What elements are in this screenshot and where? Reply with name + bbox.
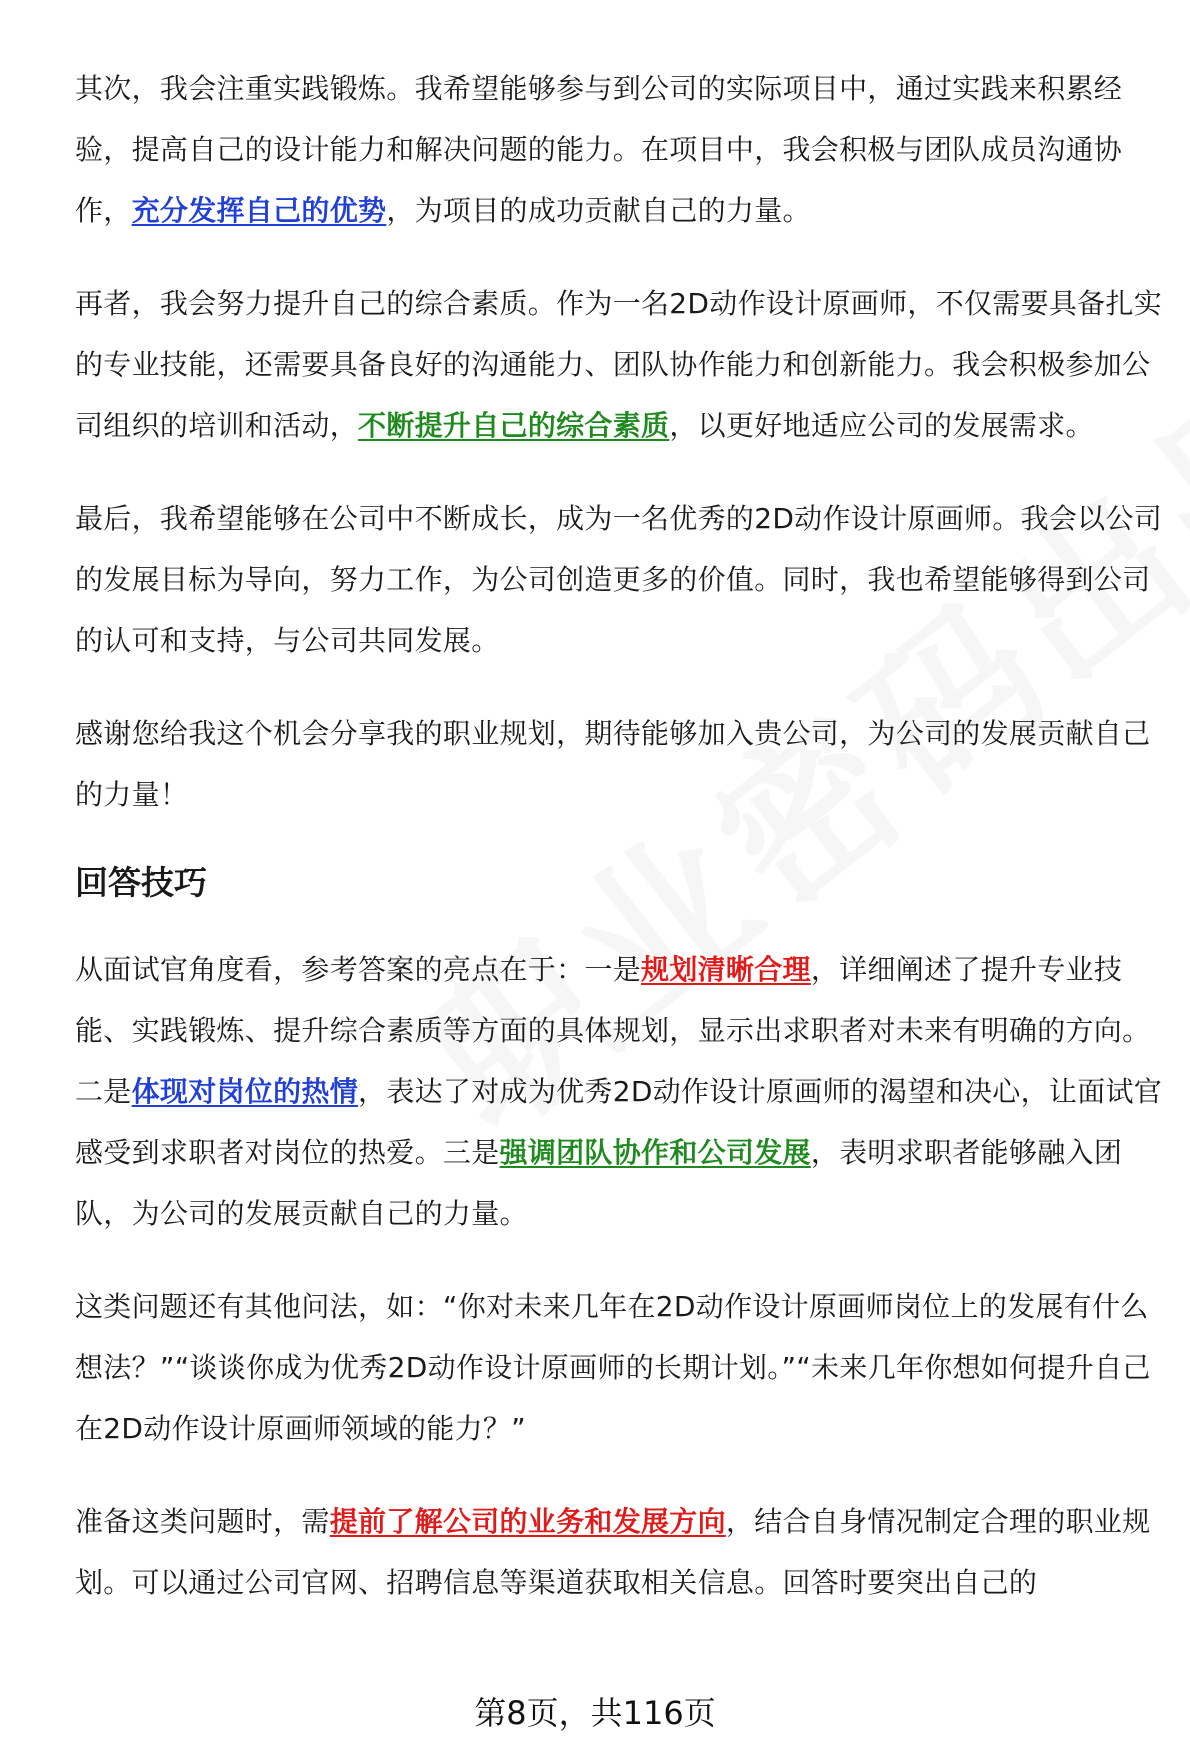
highlight-clear-plan: 规划清晰合理 bbox=[641, 953, 811, 986]
highlight-teamwork: 强调团队协作和公司发展 bbox=[499, 1136, 811, 1169]
paragraph-practice: 其次，我会注重实践锻炼。我希望能够参与到公司的实际项目中，通过实践来积累经验，提高自己的设计能力和解决问题的能力。在项目中，我会积极与团队成员沟通协作，充分发挥自己的优势，为项目的成功贡献自己的力量。 bbox=[75, 72, 1123, 227]
page-footer: 第8页，共116页 bbox=[474, 1694, 716, 1732]
highlight-passion: 体现对岗位的热情 bbox=[131, 1075, 359, 1108]
highlight-leverage-strengths: 充分发挥自己的优势 bbox=[131, 194, 387, 227]
paragraph-preparation: 准备这类问题时，需提前了解公司的业务和发展方向，结合自身情况制定合理的职业规划。可以通过公司官网、招聘信息等渠道获取相关信息。回答时要突出自己的 bbox=[75, 1505, 1151, 1599]
paragraph-alt-questions: 这类问题还有其他问法，如：“你对未来几年在2D动作设计原画师岗位上的发展有什么想法？”“谈谈你成为优秀2D动作设计原画师的长期计划。”“未来几年你想如何提升自己在2D动作设计原画师领域的能力？” bbox=[75, 1290, 1151, 1445]
paragraph-quality: 再者，我会努力提升自己的综合素质。作为一名2D动作设计原画师，不仅需要具备扎实的专业技能，还需要具备良好的沟通能力、团队协作能力和创新能力。我会积极参加公司组织的培训和活动，不断提升自己的综合素质，以更好地适应公司的发展需求。 bbox=[75, 287, 1163, 442]
highlight-understand-company: 提前了解公司的业务和发展方向 bbox=[329, 1505, 726, 1538]
section-heading: 回答技巧 bbox=[75, 863, 207, 902]
paragraph-finally: 最后，我希望能够在公司中不断成长，成为一名优秀的2D动作设计原画师。我会以公司的发展目标为导向，努力工作，为公司创造更多的价值。同时，我也希望能够得到公司的认可和支持，与公司共同发展。 bbox=[75, 502, 1163, 657]
page-content bbox=[75, 58, 1165, 1645]
highlight-improve-quality: 不断提升自己的综合素质 bbox=[358, 409, 670, 442]
paragraph-highlights: 从面试官角度看，参考答案的亮点在于：一是规划清晰合理，详细阐述了提升专业技能、实践锻炼、提升综合素质等方面的具体规划，显示出求职者对未来有明确的方向。二是体现对岗位的热情，表达了对成为优秀2D动作设计原画师的渴望和决心，让面试官感受到求职者对岗位的热爱。三是强调团队协作和公司发展，表明求职者能够融入团队，为公司的发展贡献自己的力量。 bbox=[75, 953, 1163, 1230]
paragraph-thanks: 感谢您给我这个机会分享我的职业规划，期待能够加入贵公司，为公司的发展贡献自己的力量！ bbox=[75, 717, 1151, 811]
